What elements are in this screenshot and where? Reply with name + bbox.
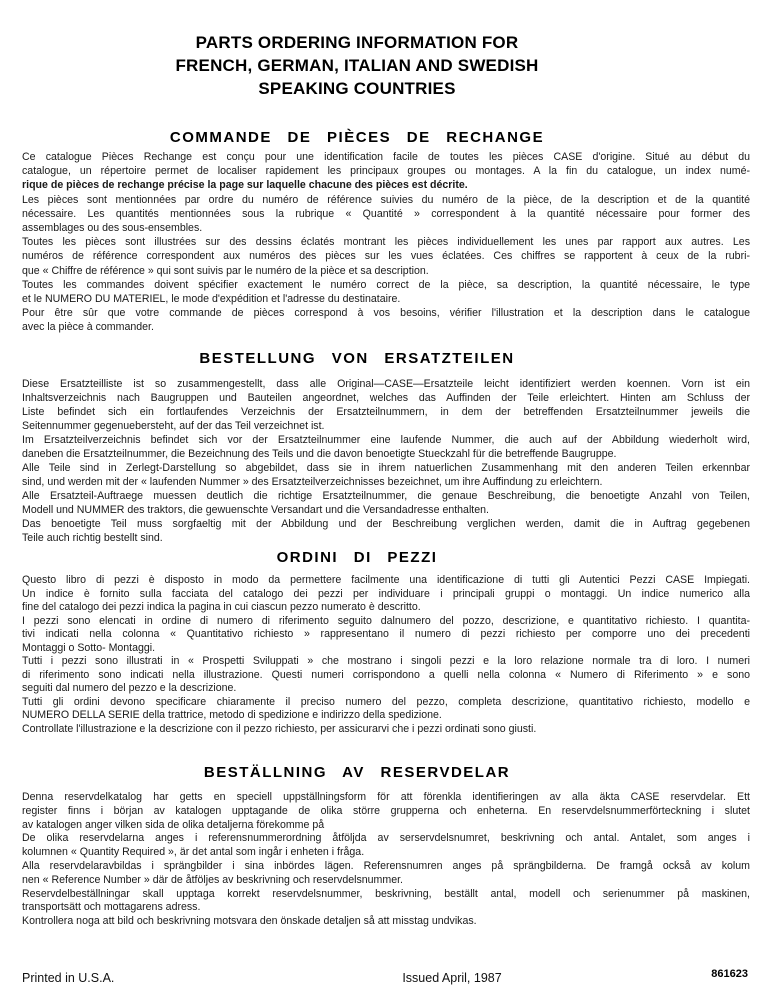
section-heading-swedish: BESTÄLLNING AV RESERVDELAR <box>203 764 511 781</box>
text-line: tivi indicati nella colonna « Quantitativo richiesto » rappresentano il numero di pezzi richiesto per comporre uno dei precedenti <box>22 628 750 640</box>
text-line: Alle Ersatzteil-Auftraege muessen deutlich die richtige Ersatzteilnummer, die genaue Beschreibung, die benoetigte Anzahl von Teilen, <box>22 490 750 502</box>
text-line: De olika reservdelarna anges i referensnummerordning åtföljda av serservdelsnumret, beskrivning och antal. Antalet, som anges i <box>22 832 750 845</box>
text-line: numéros de référence correspondent aux numéros des pièces sur les vues éclatées. Ces chiffres se rapportent à ceux de la rubri- <box>22 250 750 263</box>
section-heading-german: BESTELLUNG VON ERSATZTEILEN <box>199 350 515 367</box>
text-line: transportsätt och mottagarens adress. <box>22 901 201 914</box>
section-heading-italian: ORDINI DI PEZZI <box>276 549 438 566</box>
text-line: seguiti dal numero del pezzo e la descrizione. <box>22 682 237 694</box>
text-line: Denna reservdelkatalog har getts en speciell uppställningsform för att förenkla identifieringen av alla äkta CASE reservdelar. Ett <box>22 791 750 803</box>
text-line: Diese Ersatzteilliste ist so zusammengestellt, dass alle Original—CASE—Ersatzteile leicht identifiziert werden koennen. Vorn ist ein <box>22 378 750 390</box>
text-line: I pezzi sono elencati in ordine di numero di riferimento seguito dalnumero del pozzo, descrizione, e quantitativo richiesto. I quantita- <box>22 614 750 627</box>
footer-form-number: 861623 <box>711 968 748 980</box>
text-line: Toutes les pièces sont illustrées sur des dessins éclatés montrant les pièces individuellement les unes par rapport aux autres. Les <box>22 236 750 249</box>
text-line: Alle Teile sind in Zerlegt-Darstellung so abgebildet, dass sie in ihrem natuerlichen Zusammenhang mit den anderen Teilen erkennbar <box>22 462 750 474</box>
page-title <box>0 31 714 100</box>
text-line: Toutes les commandes doivent spécifier exactement le numéro correct de la pièce, sa description, la quantité nécessaire, le type <box>22 278 750 291</box>
text-line: register finns i början av katalogen upptagande de olika större grupperna och enheterna. En reservdelsnummerförteckning i slutet <box>22 804 750 817</box>
page-title-line-3: SPEAKING COUNTRIES <box>258 79 456 98</box>
section-body-swedish <box>22 791 750 929</box>
text-line: avec la pièce à commander. <box>22 321 154 334</box>
text-line: Im Ersatzteilverzeichnis befindet sich vor der Ersatzteilnummer eine laufende Nummer, die auch auf der Abbildung wiederholt wird, <box>22 434 750 446</box>
text-line: Kontrollera noga att bild och beskrivning motsvara den önskade detaljen så att misstag undvikas. <box>22 915 477 928</box>
text-line: assemblages ou des sous-ensembles. <box>22 222 203 235</box>
text-line: Seitennummer gegenuebersteht, auf der das Teil verzeichnet ist. <box>22 420 325 432</box>
section-heading-french: COMMANDE DE PIÈCES DE RECHANGE <box>169 129 545 146</box>
page-title-line-2: FRENCH, GERMAN, ITALIAN AND SWEDISH <box>175 56 539 75</box>
text-line: et le NUMERO DU MATERIEL, le mode d'expédition et l'adresse du destinataire. <box>22 293 401 306</box>
text-line: Questo libro di pezzi è disposto in modo da permettere facilmente una identificazione di tutti gli Autentici Pezzi CASE Impiegati. <box>22 574 750 586</box>
text-line: av katalogen anger vilken sida de olika detaljerna förekomme på <box>22 818 325 831</box>
footer-printed-in: Printed in U.S.A. <box>22 971 115 985</box>
text-line: catalogue, un répertoire permet de localiser rapidement les principaux groupes ou montages. A la fin du catalogue, un index numé- <box>22 165 750 178</box>
text-line: Reservdelbeställningar skall upptaga korrekt reservdelsnummer, beskrivning, beställt antal, modell och serienummer på maskinen, <box>22 887 750 900</box>
text-line: Das benoetigte Teil muss sorgfaeltig mit der Abbildung und der Beschreibung verglichen werden, damit die in Auftrag gegebenen <box>22 518 750 530</box>
text-line: Tutti gli ordini devono specificare chiaramente il preciso numero del pezzo, completa descrizione, quantitativo richiesto, modello e <box>22 695 750 708</box>
text-line: Un indice è fornito sulla facciata del catalogo dei pezzi per individuare i principali gruppi o montaggi. Un indice numerico alla <box>22 587 750 600</box>
footer-issued-date: Issued April, 1987 <box>402 971 502 985</box>
section-body-french <box>22 150 750 335</box>
text-line: sind, und werden mit der « laufenden Nummer » des Ersatzteilverzeichnisses bezeichnet, um ihre Auffindung zu erleichtern. <box>22 476 603 488</box>
text-line: Inhaltsverzeichnis nach Baugruppen und Bauteilen angeordnet, welches das Auffinden der Teile erleichtert. Hinten am Schluss der <box>22 392 750 404</box>
text-line: rique de pièces de rechange précise la page sur laquelle chacune des pièces est décrite. <box>22 179 468 192</box>
text-line: NUMERO DELLA SERIE della trattrice, metodo di spedizione e indirizzo della spedizione. <box>22 709 442 721</box>
text-line: Controllate l'illustrazione e la descrizione con il pezzo richiesto, per assicurarvi che i pezzi ordinati sono giusti. <box>22 722 537 735</box>
text-line: que « Chiffre de référence » qui sont suivis par le numéro de la pièce et sa description. <box>22 264 429 277</box>
text-line: di riferimento sono indicati nella illustrazione. Questi numeri corrispondono a quelli nella colonna « Numero di Riferimento » e sono <box>22 668 750 681</box>
page-title-line-1: PARTS ORDERING INFORMATION FOR <box>195 33 519 52</box>
text-line: Ce catalogue Pièces Rechange est conçu pour une identification facile de toutes les pièces CASE d'origine. Situé au début du <box>22 151 750 163</box>
text-line: kolumnen « Quantity Required », är det antal som ingår i enheten i fråga. <box>22 846 365 859</box>
section-body-italian <box>22 574 750 736</box>
text-line: Teile auch richtig bestellt sind. <box>22 532 163 544</box>
section-body-german <box>22 377 750 545</box>
text-line: nen « Reference Number » där de åtföljes av beskrivning och reservdelsnummer. <box>22 873 403 886</box>
text-line: Liste befindet sich ein fortlaufendes Verzeichnis der Ersatzteilnummern, in dem der betreffenden Ersatzteilnummer jeweils die <box>22 406 750 418</box>
text-line: Pour être sûr que votre commande de pièces correspond à vos besoins, vérifier l'illustration et la description dans le catalogue <box>22 307 750 320</box>
text-line: Modell und NUMMER des traktors, die gewuenschte Versandart und die Versandadresse enthalten. <box>22 504 489 516</box>
text-line: daneben die Ersatzteilnummer, die Bezeichnung des Teils und die davon benoetigte Stueckzahl für die betreffende Baugruppe. <box>22 448 617 460</box>
text-line: Montaggi o Sotto- Montaggi. <box>22 641 156 654</box>
text-line: Les pièces sont mentionnées par ordre du numéro de référence suivies du numéro de la pièce, de la description et de la quantité <box>22 193 750 206</box>
text-line: Alla reservdelaravbildas i sprängbilder i sina inbördes lägen. Referensnumren anges på sprängbilderna. De framgå också av kolum <box>22 859 750 872</box>
text-line: fine del catalogo dei pezzi indica la pagina in cui ciascun pezzo numerato è descritto. <box>22 601 421 613</box>
text-line: nécessaire. Les quantités mentionnées sous la rubrique « Quantité » correspondent à la quantité nécessaire pour former des <box>22 207 750 220</box>
text-line: Tutti i pezzi sono illustrati in « Prospetti Sviluppati » che mostrano i singoli pezzi e la loro relazione normale tra di loro. I numeri <box>22 655 750 667</box>
